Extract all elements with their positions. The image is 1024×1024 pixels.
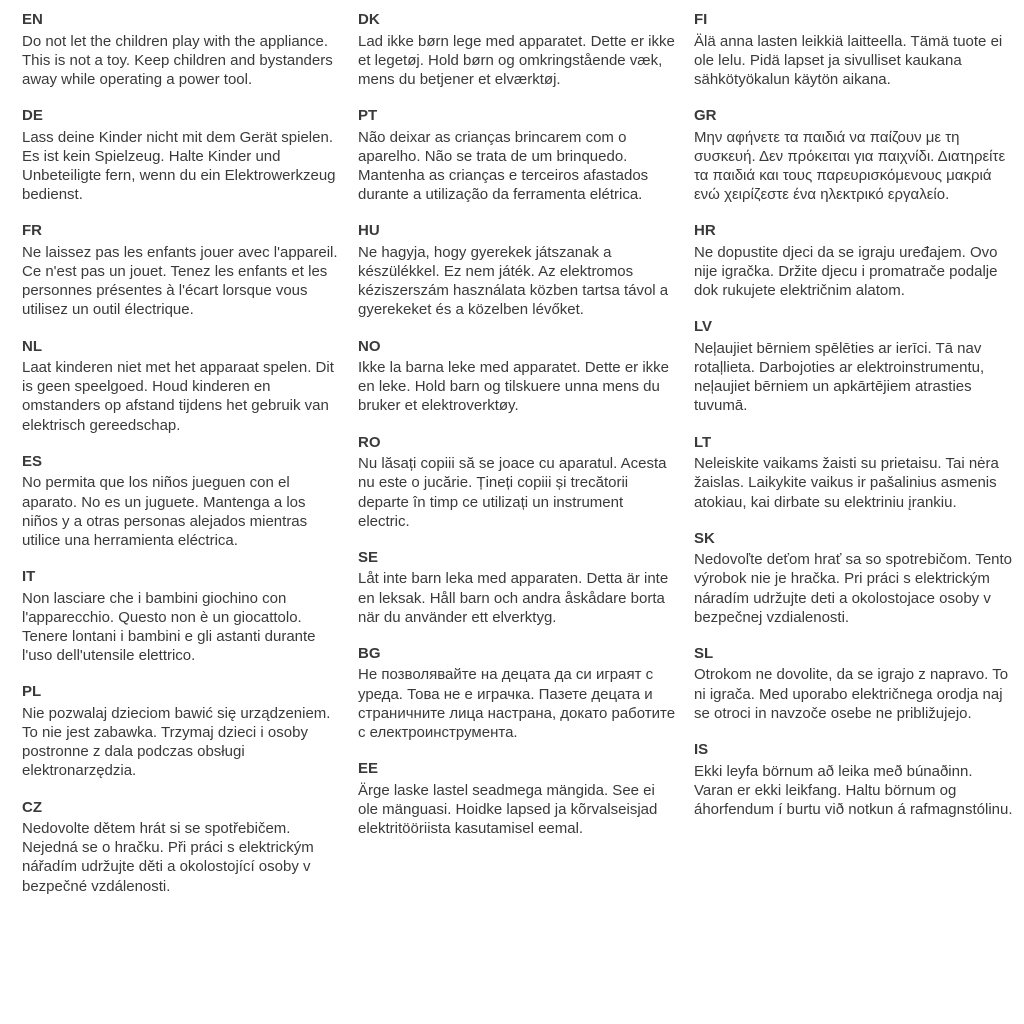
language-code: FI <box>694 11 708 28</box>
document-column-2 <box>358 10 678 913</box>
warning-section-is <box>694 740 1014 819</box>
language-code: GR <box>694 107 717 125</box>
warning-section-ro <box>358 433 678 531</box>
language-code: HU <box>358 222 380 240</box>
warning-text: Μην αφήνετε τα παιδιά να παίζουν με τη συσκευή. Δεν πρόκειται για παιχνίδι. Διατηρείτε τα παιδιά και τους παρευρισκόμενους μακριά ενώ χειρίζεστε ένα ηλεκτρικό εργαλείο. <box>694 128 1006 204</box>
warning-section-gr <box>694 106 1014 204</box>
warning-section-fr <box>22 221 342 319</box>
language-code: IS <box>694 741 709 758</box>
language-code: NL <box>22 337 42 355</box>
language-code: PT <box>358 107 378 125</box>
warning-text: Ne hagyja, hogy gyerekek játszanak a készülékkel. Ez nem játék. Az elektromos kéziszerszám használata közben tartsa távol a gyerekeket és a közelben lévőket. <box>358 243 669 319</box>
language-code: RO <box>358 433 381 451</box>
warning-text: Neleiskite vaikams žaisti su prietaisu. Tai nėra žaislas. Laikykite vaikus ir pašalinius asmenis atokiau, kai dirbate su elektriniu įrankiu. <box>694 455 999 511</box>
warning-section-es <box>22 452 342 550</box>
warning-text: Ekki leyfa börnum að leika með búnaðinn. Varan er ekki leikfang. Haltu börnum og áhorfendum í burtu við notkun á rafmagnstólinu. <box>694 762 1013 818</box>
warning-text: Neļaujiet bērniem spēlēties ar ierīci. Tā nav rotaļlieta. Darbojoties ar elektroinstrumentu, neļaujiet bērniem un apkārtējiem atrasties tuvumā. <box>694 339 985 415</box>
warning-section-fi <box>694 10 1014 89</box>
language-code: NO <box>358 337 381 355</box>
warning-text: Ärge laske lastel seadmega mängida. See ei ole mänguasi. Hoidke lapsed ja kõrvalseisjad elektritööriista kasutamisel eemal. <box>358 781 658 838</box>
language-code: EN <box>22 11 43 28</box>
warning-section-lt <box>694 433 1014 512</box>
warning-text: Älä anna lasten leikkiä laitteella. Tämä tuote ei ole lelu. Pidä lapset ja sivulliset kaukana sähkötyökalun käytön aikana. <box>694 32 1003 88</box>
warning-section-se <box>358 548 678 627</box>
warning-section-sl <box>694 644 1014 723</box>
warning-text: Ikke la barna leke med apparatet. Dette er ikke en leke. Hold barn og tilskuere unna mens du bruker et elektroverktøy. <box>358 359 670 415</box>
language-code: LT <box>694 433 712 451</box>
warning-section-pt <box>358 106 678 204</box>
language-code: CZ <box>22 798 42 816</box>
document-column-1 <box>22 10 342 913</box>
language-code: EE <box>358 760 379 778</box>
warning-text: Laat kinderen niet met het apparaat spelen. Dit is geen speelgoed. Houd kinderen en omstanders op afstand tijdens het gebruik van elektrisch gereedschap. <box>22 359 334 434</box>
warning-text: Nu lăsați copiii să se joace cu aparatul. Acesta nu este o jucărie. Țineți copiii și trecătorii departe în timp ce utilizați un instrument electric. <box>358 455 667 530</box>
language-code: LV <box>694 318 713 336</box>
warning-text: Nedovoľte deťom hrať sa so spotrebičom. Tento výrobok nie je hračka. Pri práci s elektrickým náradím udržujte deti a okolostojace osoby v bezpečnej vzdialenosti. <box>694 551 1013 626</box>
language-code: FR <box>22 222 42 240</box>
warning-text: No permita que los niños jueguen con el aparato. No es un juguete. Mantenga a los niños y a otras personas alejados mientras utilice una herramienta eléctrica. <box>22 474 308 549</box>
warning-section-de <box>22 106 342 204</box>
warning-section-lv <box>694 317 1014 415</box>
warning-text: Nedovolte dětem hrát si se spotřebičem. Nejedná se o hračku. Při práci s elektrickým nářadím udržujte děti a okolostojící osoby v bezpečné vzdálenosti. <box>22 820 314 895</box>
language-code: SE <box>358 548 379 566</box>
warning-text: Não deixar as crianças brincarem com o aparelho. Não se trata de um brinquedo. Mantenha as crianças e terceiros afastados durante a utilização da ferramenta elétrica. <box>358 128 649 204</box>
warning-section-ee <box>358 759 678 838</box>
language-code: ES <box>22 452 43 470</box>
language-code: HR <box>694 222 716 240</box>
warning-text: Lass deine Kinder nicht mit dem Gerät spielen. Es ist kein Spielzeug. Halte Kinder und Unbeteiligte fern, wenn du ein Elektrowerkzeug bedienst. <box>22 128 336 204</box>
warning-text: Låt inte barn leka med apparaten. Detta är inte en leksak. Håll barn och andra åskådare borta när du använder ett elverktyg. <box>358 570 669 626</box>
document-column-3 <box>694 10 1014 913</box>
language-code: PL <box>22 683 42 701</box>
warning-section-en <box>22 10 342 89</box>
warning-section-no <box>358 337 678 416</box>
warning-section-bg <box>358 644 678 742</box>
language-code: BG <box>358 644 381 662</box>
warning-text: Не позволявайте на децата да си играят с уреда. Това не е играчка. Пазете децата и страничните лица настрана, докато работите с електроинструмента. <box>358 666 676 741</box>
warning-section-pl <box>22 682 342 780</box>
warning-text: Nie pozwalaj dzieciom bawić się urządzeniem. To nie jest zabawka. Trzymaj dzieci i osoby postronne z dala podczas obsługi elektronarzędzia. <box>22 704 331 780</box>
language-code: DE <box>22 107 43 125</box>
language-code: SL <box>694 644 714 662</box>
language-code: SK <box>694 529 715 547</box>
language-code: DK <box>358 11 380 28</box>
warning-text: Ne laissez pas les enfants jouer avec l'appareil. Ce n'est pas un jouet. Tenez les enfants et les personnes présentes à l'écart lorsque vous utilisez un outil électrique. <box>22 243 338 319</box>
warning-section-hr <box>694 221 1014 300</box>
warning-text: Otrokom ne dovolite, da se igrajo z napravo. To ni igrača. Med uporabo električnega orodja naj se otroci in navzoče osebe ne približujejo. <box>694 666 1009 722</box>
warning-text: Non lasciare che i bambini giochino con l'apparecchio. Questo non è un giocattolo. Tenere lontani i bambini e gli astanti durante l'uso dell'utensile elettrico. <box>22 589 316 665</box>
warning-section-it <box>22 567 342 665</box>
warning-text: Ne dopustite djeci da se igraju uređajem. Ovo nije igračka. Držite djecu i promatrače podalje dok rukujete električnim alatom. <box>694 243 998 300</box>
language-code: IT <box>22 568 36 586</box>
warning-text: Do not let the children play with the appliance. This is not a toy. Keep children and bystanders away while operating a power tool. <box>22 32 333 88</box>
warning-section-nl <box>22 337 342 435</box>
warning-section-cz <box>22 798 342 896</box>
warning-text: Lad ikke børn lege med apparatet. Dette er ikke et legetøj. Hold børn og omkringstående væk, mens du betjener et elværktøj. <box>358 32 675 88</box>
warning-section-sk <box>694 529 1014 627</box>
warning-section-dk <box>358 10 678 89</box>
warning-section-hu <box>358 221 678 319</box>
